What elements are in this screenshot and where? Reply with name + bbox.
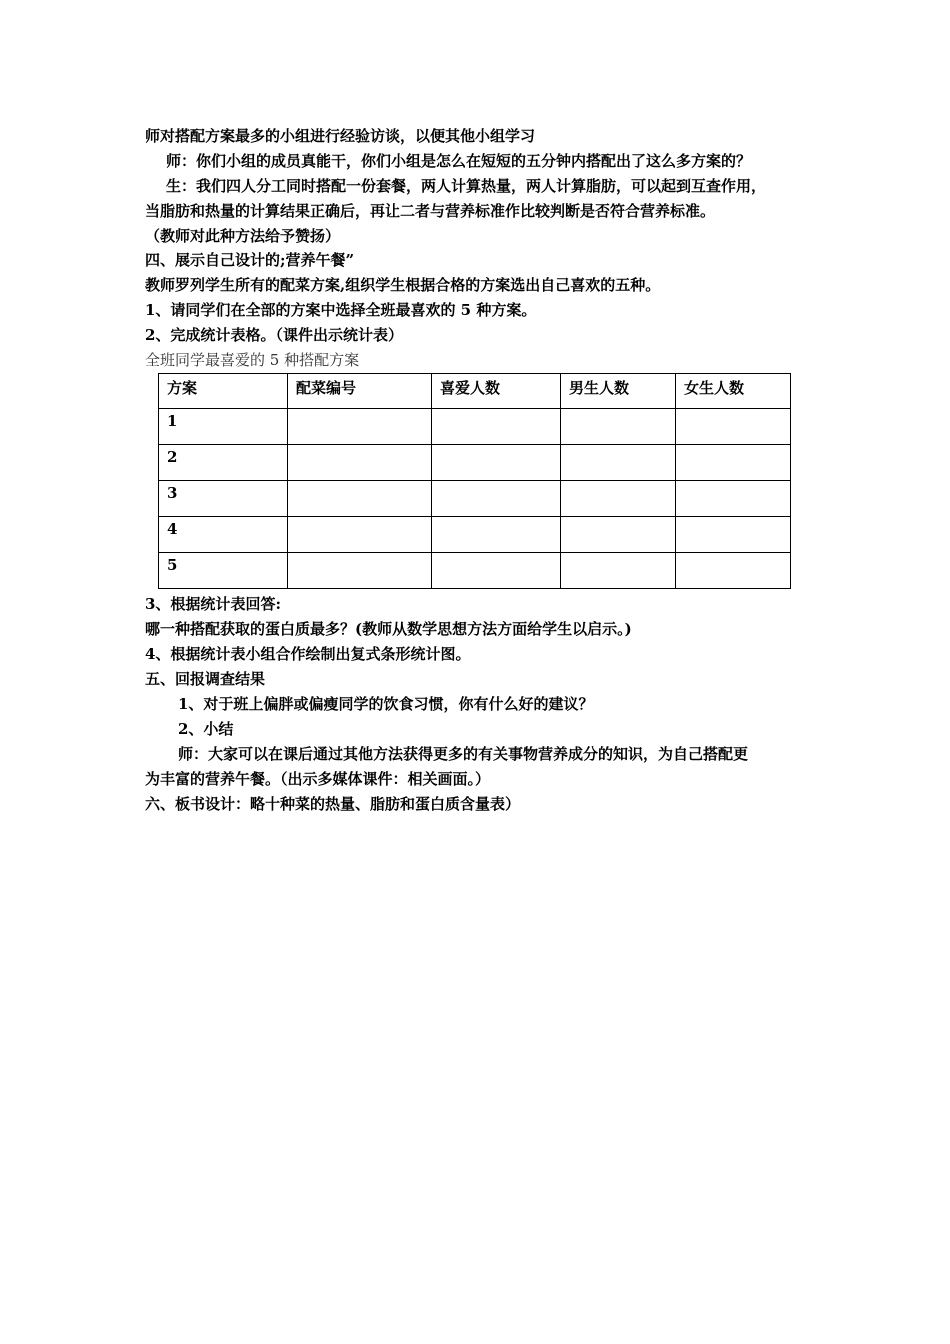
empty-cell	[288, 409, 432, 445]
empty-cell	[561, 553, 676, 589]
empty-cell	[676, 481, 791, 517]
empty-cell	[561, 481, 676, 517]
header-cell-boys: 男生人数	[561, 374, 676, 409]
row-number-cell: 5	[159, 553, 288, 589]
text-line: 3、根据统计表回答:	[145, 595, 281, 613]
text-line: 师：你们小组的成员真能干，你们小组是怎么在短短的五分钟内搭配出了这么多方案的？	[166, 152, 752, 170]
table-caption: 全班同学最喜爱的 5 种搭配方案	[145, 351, 360, 369]
text-line: 当脂肪和热量的计算结果正确后，再让二者与营养标准作比较判断是否符合营养标准。	[145, 202, 716, 220]
text-line: 2、小结	[178, 720, 234, 738]
text-line: 2、完成统计表格。（课件出示统计表）	[145, 326, 403, 344]
empty-cell	[676, 553, 791, 589]
text-line: 1、请同学们在全部的方案中选择全班最喜欢的 5 种方案。	[145, 301, 537, 319]
section-heading: 五、回报调查结果	[145, 670, 266, 688]
table-header-row	[159, 374, 791, 409]
empty-cell	[561, 409, 676, 445]
header-cell-likes: 喜爱人数	[432, 374, 561, 409]
empty-cell	[288, 445, 432, 481]
row-number-cell: 4	[159, 517, 288, 553]
header-cell-girls: 女生人数	[676, 374, 791, 409]
empty-cell	[288, 481, 432, 517]
header-cell-plan: 方案	[159, 374, 288, 409]
header-cell-dish-number: 配菜编号	[288, 374, 432, 409]
table-row	[159, 481, 791, 517]
empty-cell	[676, 409, 791, 445]
row-number-cell: 2	[159, 445, 288, 481]
table-row	[159, 409, 791, 445]
statistics-table	[158, 373, 791, 589]
text-line: 哪一种搭配获取的蛋白质最多？(教师从数学思想方法方面给学生以启示。)	[145, 620, 632, 638]
section-heading: 六、板书设计：略十种菜的热量、脂肪和蛋白质含量表）	[145, 795, 521, 813]
text-line: 生：我们四人分工同时搭配一份套餐，两人计算热量，两人计算脂肪，可以起到互查作用，	[166, 177, 767, 195]
text-line: 1、对于班上偏胖或偏瘦同学的饮食习惯，你有什么好的建议？	[178, 695, 594, 713]
text-line: 师对搭配方案最多的小组进行经验访谈，以便其他小组学习	[145, 127, 536, 145]
empty-cell	[288, 517, 432, 553]
empty-cell	[432, 445, 561, 481]
table-row	[159, 445, 791, 481]
empty-cell	[288, 553, 432, 589]
text-line: 教师罗列学生所有的配菜方案,组织学生根据合格的方案选出自己喜欢的五种。	[145, 276, 661, 294]
table-row	[159, 517, 791, 553]
empty-cell	[432, 553, 561, 589]
empty-cell	[432, 409, 561, 445]
text-line: 4、根据统计表小组合作绘制出复式条形统计图。	[145, 645, 471, 663]
empty-cell	[561, 517, 676, 553]
text-line: （教师对此种方法给予赞扬）	[145, 227, 341, 245]
section-heading: 四、展示自己设计的;营养午餐”	[145, 251, 355, 269]
empty-cell	[676, 445, 791, 481]
row-number-cell: 3	[159, 481, 288, 517]
table-row	[159, 553, 791, 589]
empty-cell	[432, 481, 561, 517]
empty-cell	[676, 517, 791, 553]
text-line: 为丰富的营养午餐。（出示多媒体课件：相关画面。）	[145, 770, 491, 788]
empty-cell	[432, 517, 561, 553]
text-line: 师：大家可以在课后通过其他方法获得更多的有关事物营养成分的知识，为自己搭配更	[178, 745, 749, 763]
row-number-cell: 1	[159, 409, 288, 445]
empty-cell	[561, 445, 676, 481]
